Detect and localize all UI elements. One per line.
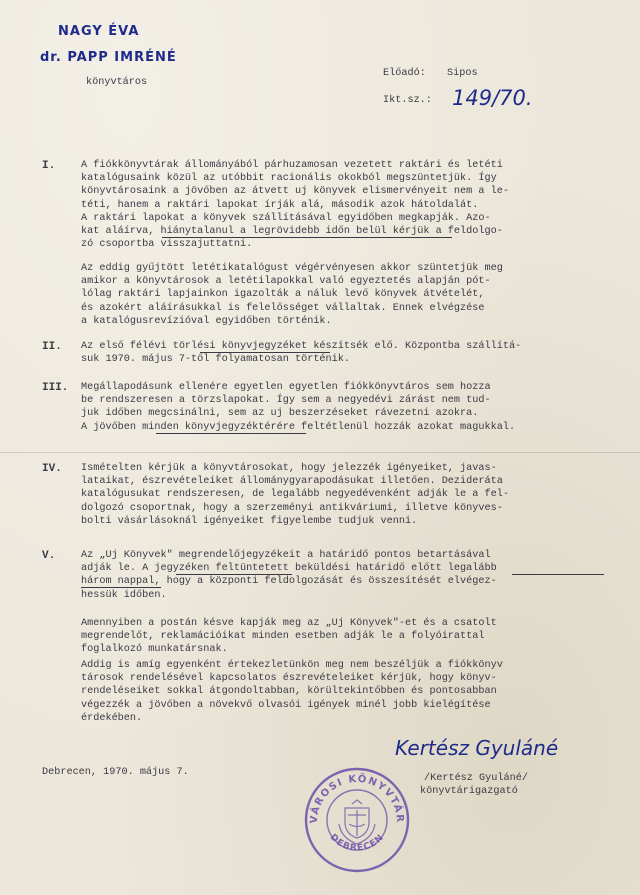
handwritten-name-1: NAGY ÉVA — [58, 24, 140, 39]
section-1-paragraph-2: Az eddig gyűjtött letétikatalógust végérvényesen akkor szüntetjük meg amikor a könyvtárosok a letétilapokkal való egyeztetés alapján pót- lólag raktári lapjainkon igazolták a náluk levő könyvek átvételét, és azokért aláírásukkal is felelősséget vállaltak. Ennek elvégzése a katalógusrevízióval egyidőben történik. — [81, 263, 503, 327]
underline — [176, 574, 292, 575]
section-number-5: V. — [42, 550, 56, 562]
stamp-bottom-text: DEBRECEN — [327, 832, 387, 854]
signature: Kertész Gyuláné — [395, 736, 559, 760]
library-stamp — [303, 766, 411, 874]
iktsz-label: Ikt.sz.: — [383, 95, 432, 106]
eloado-label: Előadó: — [383, 68, 426, 79]
section-4-paragraph-1: Ismételten kérjük a könyvtárosokat, hogy jelezzék igényeiket, javas- lataikat, észrevételeiket állománygyarapodásukat illetően. Dezideráta katalógusukat rendszeresen, de legalább negyedévenként adják le a fel- dolgozó csoportnak, hogy a szerzeményi antikváriumi, illetve könyves- bolti vásárlásoknál igényeiket figyelembe tudjuk venni. — [81, 463, 509, 527]
underline — [512, 574, 604, 575]
fold-line — [0, 452, 640, 453]
coat-of-arms-icon — [339, 800, 375, 844]
underline — [81, 587, 161, 588]
handwritten-name-2: dr. PAPP IMRÉNÉ — [40, 50, 177, 65]
recipient-label: könyvtáros — [86, 77, 148, 88]
underline — [200, 352, 330, 353]
section-5-paragraph-3: Addig is amíg egyenként értekezletünkön meg nem beszéljük a fiókkönyv tárosok rendelésével kapcsolatos észrevételeiket kérjük, hogy könyv- rendeléseiket sokkal átgondoltabban, körültekintőbben és pontosabban végezzék a jövőben a növekvő olvasói igények minél jobb kielégítése érdekében. — [81, 660, 503, 724]
signer-title: könyvtárigazgató — [420, 786, 518, 797]
place-date: Debrecen, 1970. május 7. — [42, 767, 189, 778]
section-5-paragraph-1: Az „Uj Könyvek" megrendelőjegyzékeit a határidő pontos betartásával adják le. A jegyzéken feltüntetett beküldési határidő előtt legalább három nappal, hogy a központi feldolgozását és összesítését elvégez- hessük időben. — [81, 550, 497, 601]
underline — [162, 237, 452, 238]
section-number-1: I. — [42, 160, 56, 172]
eloado-value: Sipos — [447, 68, 478, 79]
section-number-2: II. — [42, 341, 62, 353]
section-2-paragraph-1: Az első félévi törlési könyvjegyzéket készítsék elő. Központba szállítá- suk 1970. május 7-től folyamatosan történik. — [81, 341, 522, 366]
stamp-top-text: VÁROSI KÖNYVTÁR — [308, 773, 406, 824]
signer-name: /Kertész Gyuláné/ — [424, 773, 528, 784]
section-3-paragraph-1: Megállapodásunk ellenére egyetlen egyetlen fiókkönyvtáros sem hozza be rendszeresen a törzslapokat. Így sem a negyedévi zárást nem tud- juk időben megcsinálni, sem az uj beszerzéseket rávezetni azokra. A jövőben minden könyvjegyzéktérére feltétlenül hozzák azokat magukkal. — [81, 382, 516, 433]
section-number-4: IV. — [42, 463, 62, 475]
section-1-paragraph-1: A fiókkönyvtárak állományából párhuzamosan vezetett raktári és letéti katalógusaink közül az utóbbit racionális okokból megszüntetjük. Így könyvtárosaink a jövőben az átvett uj könyvek elismervényeit nem a le- téti, hanem a raktári lapokat írják alá, második azok hátoldalát. A raktári lapokat a könyvek szállításával egyidőben megkapják. Azo- kat aláírva, hiánytalanul a legrövidebb időn belül kérjük a feldolgo- zó csoportba visszajuttatni. — [81, 160, 509, 251]
iktsz-number-handwritten: 149/70. — [452, 86, 533, 110]
underline — [156, 433, 306, 434]
section-number-3: III. — [42, 382, 69, 394]
section-5-paragraph-2: Amennyiben a postán késve kapják meg az „Uj Könyvek"-et és a csatolt megrendelőt, reklamációikat minden esetben adják le a folyóirattal foglalkozó munkatársnak. — [81, 618, 497, 656]
